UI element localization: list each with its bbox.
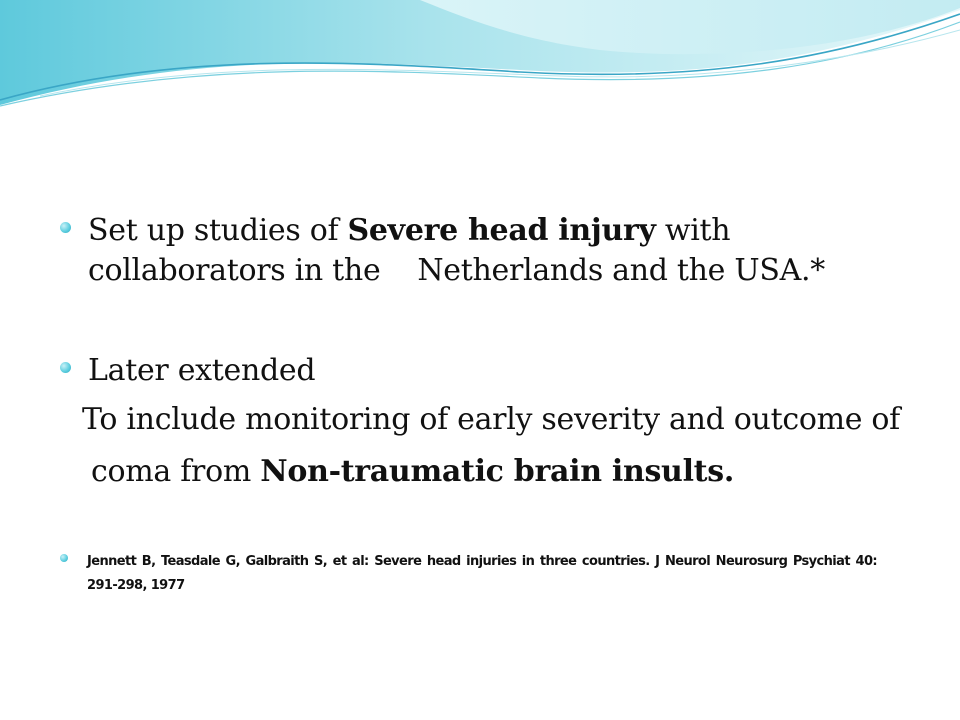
- continuation-line: To include monitoring of early severity and outcome of: [82, 402, 900, 437]
- bullet-text: [88, 211, 825, 291]
- bullet-dot-icon: [60, 222, 71, 233]
- bullet-text-bold: Severe head injury: [347, 213, 656, 248]
- bullet-severe-head-injury: [60, 211, 825, 291]
- bullet-line-1: [88, 211, 825, 251]
- bullet-line-2: collaborators in the Netherlands and the USA.*: [88, 253, 825, 288]
- continuation-text-bold: Non-traumatic brain insults.: [260, 454, 734, 489]
- bullet-text-pre: Set up studies of: [88, 213, 348, 248]
- bullet-later-extended: [60, 351, 315, 391]
- continuation-line-2: [91, 452, 734, 492]
- decorative-wave-banner: [0, 0, 960, 140]
- reference-citation: Jennett B, Teasdale G, Galbraith S, et al: Severe head injuries in three countries. J Neurol Neurosurg Psychiat 40: 291-298, 1977: [87, 554, 877, 593]
- bullet-dot-icon: [60, 554, 68, 562]
- bullet-text: Later extended: [88, 353, 316, 388]
- bullet-text-post: with: [655, 213, 731, 248]
- reference-bullet: [60, 550, 877, 598]
- bullet-dot-icon: [60, 362, 71, 373]
- continuation-text-pre: coma from: [91, 454, 261, 489]
